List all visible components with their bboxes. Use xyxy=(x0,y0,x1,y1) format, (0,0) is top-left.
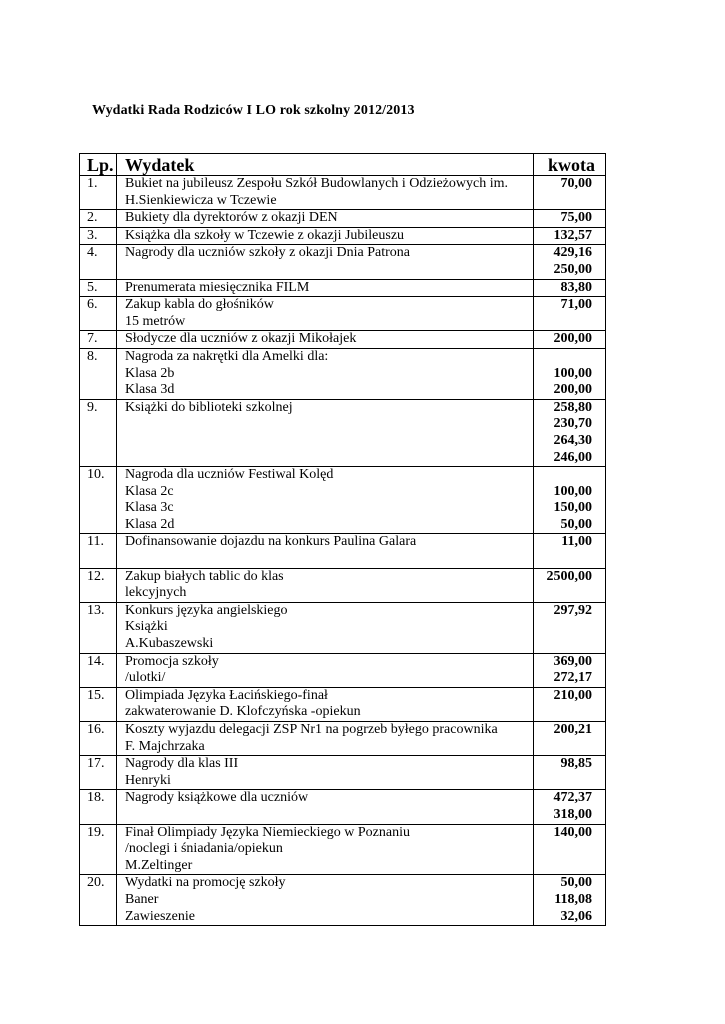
expense-description xyxy=(117,279,534,297)
amount-value: 264,30 xyxy=(553,432,592,448)
row-number: 5. xyxy=(80,279,117,297)
row-number: 1. xyxy=(80,176,117,210)
expense-line: lekcyjnych xyxy=(125,585,187,601)
expense-amount xyxy=(534,210,606,228)
row-number: 20. xyxy=(80,875,117,926)
document-title: Wydatki Rada Rodziców I LO rok szkolny 2012/2013 xyxy=(92,103,415,118)
amount-value: 297,92 xyxy=(553,602,592,618)
expense-description xyxy=(117,176,534,210)
amount-value: 200,00 xyxy=(553,331,592,347)
expense-description xyxy=(117,790,534,824)
table-row xyxy=(80,245,606,279)
amount-value: 71,00 xyxy=(560,297,592,313)
table-row xyxy=(80,722,606,756)
table-row xyxy=(80,176,606,210)
row-number: 10. xyxy=(80,467,117,534)
expense-line: Klasa 2d xyxy=(125,516,175,532)
expense-description xyxy=(117,467,534,534)
expense-line: 15 metrów xyxy=(125,313,186,329)
expense-line: H.Sienkiewicza w Tczewie xyxy=(125,192,277,208)
expense-amount xyxy=(534,687,606,721)
table-row xyxy=(80,568,606,602)
expense-amount xyxy=(534,534,606,568)
expense-line: Konkurs języka angielskiego xyxy=(125,602,288,618)
amount-value: 98,85 xyxy=(560,756,592,772)
expense-line: Nagroda za nakrętki dla Amelki dla: xyxy=(125,348,329,364)
row-number: 15. xyxy=(80,687,117,721)
expense-description xyxy=(117,210,534,228)
amount-value: 429,16 xyxy=(553,245,592,261)
expense-description xyxy=(117,297,534,331)
expense-amount xyxy=(534,790,606,824)
row-number: 13. xyxy=(80,602,117,653)
amount-value: 75,00 xyxy=(560,210,592,226)
row-number: 2. xyxy=(80,210,117,228)
expense-line: zakwaterowanie D. Klofczyńska -opiekun xyxy=(125,704,361,720)
expense-description xyxy=(117,756,534,790)
amount-value: 140,00 xyxy=(553,824,592,840)
amount-value: 83,80 xyxy=(560,279,592,295)
row-number: 6. xyxy=(80,297,117,331)
expense-line xyxy=(125,807,533,824)
expense-line: Nagrody książkowe dla uczniów xyxy=(125,790,309,806)
expense-description xyxy=(117,331,534,349)
expense-amount xyxy=(534,722,606,756)
expense-line: Nagrody dla klas III xyxy=(125,756,239,772)
row-number: 18. xyxy=(80,790,117,824)
expense-line: Książka dla szkoły w Tczewie z okazji Jubileuszu xyxy=(125,227,405,243)
amount-value: 2500,00 xyxy=(546,568,592,584)
row-number: 3. xyxy=(80,227,117,245)
amount-value: 132,57 xyxy=(553,227,592,243)
expense-amount xyxy=(534,568,606,602)
expense-line: Koszty wyjazdu delegacji ZSP Nr1 na pogrzeb byłego pracownika xyxy=(125,722,498,737)
expense-description xyxy=(117,399,534,466)
expense-amount xyxy=(534,331,606,349)
table-row xyxy=(80,331,606,349)
expense-line: F. Majchrzaka xyxy=(125,738,205,754)
table-header-row xyxy=(80,154,606,176)
expense-line: Henryki xyxy=(125,772,171,788)
table-row xyxy=(80,875,606,926)
expense-amount xyxy=(534,245,606,279)
expense-description xyxy=(117,722,534,756)
row-number: 19. xyxy=(80,824,117,875)
expense-line: Klasa 3c xyxy=(125,500,174,516)
amount-value xyxy=(534,467,592,484)
amount-value: 246,00 xyxy=(553,449,592,465)
expense-amount xyxy=(534,227,606,245)
table-row xyxy=(80,467,606,534)
row-number: 4. xyxy=(80,245,117,279)
expense-amount xyxy=(534,602,606,653)
amount-value: 150,00 xyxy=(553,500,592,516)
expense-line: Dofinansowanie dojazdu na konkurs Paulina Galara xyxy=(125,534,417,550)
table-row xyxy=(80,399,606,466)
row-number: 14. xyxy=(80,653,117,687)
amount-value: 100,00 xyxy=(553,365,592,381)
expense-line: Wydatki na promocję szkoły xyxy=(125,875,286,891)
table-body xyxy=(80,176,606,926)
expense-description xyxy=(117,875,534,926)
expense-line: Klasa 3d xyxy=(125,382,175,398)
expense-line: Bukiety dla dyrektorów z okazji DEN xyxy=(125,210,338,226)
table-row xyxy=(80,348,606,399)
expense-amount xyxy=(534,653,606,687)
row-number: 12. xyxy=(80,568,117,602)
row-number: 7. xyxy=(80,331,117,349)
expense-description xyxy=(117,227,534,245)
expense-line: Zawieszenie xyxy=(125,908,195,924)
expense-line: Baner xyxy=(125,891,159,907)
table-row xyxy=(80,227,606,245)
amount-value: 200,00 xyxy=(553,382,592,398)
expense-line: Nagroda dla uczniów Festiwal Kolęd xyxy=(125,467,334,483)
expense-amount xyxy=(534,279,606,297)
amount-value: 369,00 xyxy=(553,653,592,669)
amount-value: 50,00 xyxy=(560,875,592,891)
amount-value: 318,00 xyxy=(553,806,592,822)
expense-line: Książki do biblioteki szkolnej xyxy=(125,399,293,415)
table-row xyxy=(80,687,606,721)
row-number: 8. xyxy=(80,348,117,399)
expense-description xyxy=(117,534,534,568)
expense-line: Klasa 2b xyxy=(125,365,175,381)
expense-line xyxy=(125,416,533,433)
amount-value: 100,00 xyxy=(553,483,592,499)
expense-description xyxy=(117,245,534,279)
expense-line xyxy=(125,450,533,467)
table-row xyxy=(80,279,606,297)
expense-amount xyxy=(534,399,606,466)
table-row xyxy=(80,653,606,687)
expense-description xyxy=(117,824,534,875)
amount-value xyxy=(534,349,592,366)
expense-line: Nagrody dla uczniów szkoły z okazji Dnia Patrona xyxy=(125,245,410,261)
header-amount: kwota xyxy=(534,154,606,176)
expense-description xyxy=(117,568,534,602)
expense-amount xyxy=(534,348,606,399)
header-expense: Wydatek xyxy=(117,154,534,176)
amount-value: 230,70 xyxy=(553,416,592,432)
table-row xyxy=(80,534,606,568)
expense-description xyxy=(117,687,534,721)
expense-line: Zakup białych tablic do klas xyxy=(125,568,284,584)
expense-description xyxy=(117,653,534,687)
amount-value: 70,00 xyxy=(560,176,592,191)
amount-value: 200,21 xyxy=(553,722,592,737)
header-lp: Lp. xyxy=(80,154,117,176)
amount-value: 118,08 xyxy=(554,891,592,907)
expense-line: Książki xyxy=(125,619,168,635)
expense-line xyxy=(125,262,533,279)
expense-amount xyxy=(534,467,606,534)
expense-line xyxy=(125,433,533,450)
row-number: 16. xyxy=(80,722,117,756)
amount-value: 272,17 xyxy=(553,670,592,686)
expense-line: Bukiet na jubileusz Zespołu Szkół Budowlanych i Odzieżowych im. xyxy=(125,176,508,191)
row-number: 11. xyxy=(80,534,117,568)
table-row xyxy=(80,210,606,228)
amount-value: 258,80 xyxy=(553,399,592,415)
amount-value: 11,00 xyxy=(561,534,592,550)
expense-line: M.Zeltinger xyxy=(125,857,193,873)
expense-line: Promocja szkoły xyxy=(125,653,219,669)
expense-amount xyxy=(534,176,606,210)
expense-line: A.Kubaszewski xyxy=(125,636,214,652)
row-number: 9. xyxy=(80,399,117,466)
amount-value: 32,06 xyxy=(560,908,592,924)
expense-line: /ulotki/ xyxy=(125,670,166,686)
expense-line: Olimpiada Języka Łacińskiego-finał xyxy=(125,687,328,703)
amount-value: 472,37 xyxy=(553,790,592,806)
expense-line: /noclegi i śniadania/opiekun xyxy=(125,841,283,857)
expense-amount xyxy=(534,297,606,331)
table-row xyxy=(80,790,606,824)
expense-amount xyxy=(534,875,606,926)
row-number: 17. xyxy=(80,756,117,790)
expense-amount xyxy=(534,756,606,790)
table-row xyxy=(80,824,606,875)
amount-value: 50,00 xyxy=(560,516,592,532)
expense-line: Klasa 2c xyxy=(125,483,174,499)
expense-amount xyxy=(534,824,606,875)
amount-value: 250,00 xyxy=(553,261,592,277)
expense-description xyxy=(117,602,534,653)
expense-line: Słodycze dla uczniów z okazji Mikołajek xyxy=(125,331,357,347)
table-row xyxy=(80,756,606,790)
amount-value: 210,00 xyxy=(553,687,592,703)
expense-line: Prenumerata miesięcznika FILM xyxy=(125,279,310,295)
expense-line xyxy=(125,551,533,568)
table-row xyxy=(80,297,606,331)
expense-line: Zakup kabla do głośników xyxy=(125,297,274,313)
expenses-table xyxy=(79,153,606,926)
expense-line: Finał Olimpiady Języka Niemieckiego w Poznaniu xyxy=(125,824,410,840)
table-row xyxy=(80,602,606,653)
expense-description xyxy=(117,348,534,399)
